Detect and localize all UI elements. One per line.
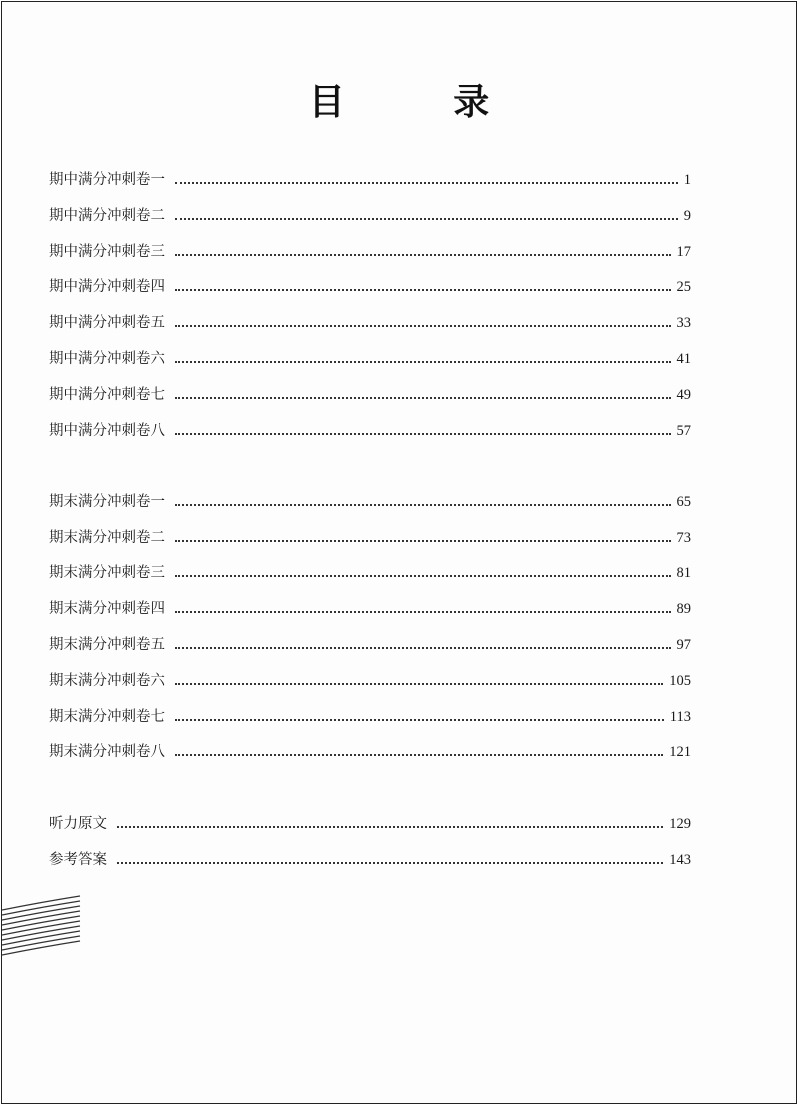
toc-entry-label: 期末满分冲刺卷六 bbox=[49, 673, 165, 689]
toc-entry[interactable] bbox=[49, 738, 691, 762]
toc-leader-dots bbox=[175, 325, 671, 327]
toc-leader-dots bbox=[175, 754, 663, 756]
toc-entry[interactable] bbox=[49, 273, 691, 297]
toc-entry[interactable] bbox=[49, 238, 691, 262]
toc-entry-label: 期中满分冲刺卷一 bbox=[49, 172, 165, 188]
toc-entry-page: 113 bbox=[669, 709, 691, 725]
toc-entry[interactable] bbox=[49, 202, 691, 226]
toc-entry-label: 期末满分冲刺卷一 bbox=[49, 494, 165, 510]
toc-entry-label: 期中满分冲刺卷七 bbox=[49, 387, 165, 403]
toc-leader-dots bbox=[175, 254, 671, 256]
toc-entry-page: 9 bbox=[683, 208, 691, 224]
toc-entry[interactable] bbox=[49, 417, 691, 441]
toc-leader-dots bbox=[175, 504, 671, 506]
toc-entry-page: 33 bbox=[676, 315, 691, 331]
toc-entry[interactable] bbox=[49, 595, 691, 619]
toc-entry-label: 期中满分冲刺卷三 bbox=[49, 244, 165, 260]
toc-entry-label: 期中满分冲刺卷二 bbox=[49, 208, 165, 224]
toc-entry-page: 121 bbox=[669, 744, 691, 760]
toc-leader-dots bbox=[175, 611, 671, 613]
toc-entry-page: 57 bbox=[676, 423, 691, 439]
toc-leader-dots bbox=[175, 683, 663, 685]
page bbox=[1, 1, 797, 1104]
toc-entry-page: 49 bbox=[676, 387, 691, 403]
toc-leader-dots bbox=[175, 540, 671, 542]
toc-entry-label: 期末满分冲刺卷五 bbox=[49, 637, 165, 653]
toc-leader-dots bbox=[175, 433, 671, 435]
toc-entry[interactable] bbox=[49, 846, 691, 870]
toc-entry[interactable] bbox=[49, 381, 691, 405]
toc-entry[interactable] bbox=[49, 703, 691, 727]
decorative-lines bbox=[2, 890, 82, 970]
toc-entry-page: 73 bbox=[676, 530, 691, 546]
toc-entry-label: 听力原文 bbox=[49, 816, 107, 832]
toc-entry-label: 期末满分冲刺卷七 bbox=[49, 709, 165, 725]
toc-entry-label: 期中满分冲刺卷四 bbox=[49, 279, 165, 295]
toc-entry-label: 期中满分冲刺卷八 bbox=[49, 423, 165, 439]
toc-entry[interactable] bbox=[49, 166, 691, 190]
toc-entry-page: 1 bbox=[683, 172, 691, 188]
toc-entry[interactable] bbox=[49, 309, 691, 333]
toc-entry-page: 105 bbox=[669, 673, 691, 689]
toc-entry-label: 期中满分冲刺卷六 bbox=[49, 351, 165, 367]
toc-entry[interactable] bbox=[49, 488, 691, 512]
toc-leader-dots bbox=[117, 862, 663, 864]
toc-leader-dots bbox=[175, 182, 678, 184]
toc-leader-dots bbox=[175, 647, 671, 649]
toc-entry-page: 89 bbox=[676, 601, 691, 617]
toc-entry-label: 期中满分冲刺卷五 bbox=[49, 315, 165, 331]
toc-leader-dots bbox=[117, 826, 663, 828]
toc-entry-page: 41 bbox=[676, 351, 691, 367]
toc-entry-page: 81 bbox=[676, 565, 691, 581]
toc-leader-dots bbox=[175, 361, 671, 363]
toc-entry[interactable] bbox=[49, 345, 691, 369]
toc-leader-dots bbox=[175, 719, 664, 721]
toc-entry-label: 期末满分冲刺卷四 bbox=[49, 601, 165, 617]
toc-entry-page: 65 bbox=[676, 494, 691, 510]
toc-leader-dots bbox=[175, 397, 671, 399]
toc-entry-label: 参考答案 bbox=[49, 852, 107, 868]
toc-entry-page: 143 bbox=[669, 852, 691, 868]
toc-entry-label: 期末满分冲刺卷三 bbox=[49, 565, 165, 581]
toc-entry-page: 17 bbox=[676, 244, 691, 260]
toc-entry[interactable] bbox=[49, 667, 691, 691]
toc-entry-label: 期末满分冲刺卷二 bbox=[49, 530, 165, 546]
toc-leader-dots bbox=[175, 289, 671, 291]
toc-entry-page: 97 bbox=[676, 637, 691, 653]
toc-leader-dots bbox=[175, 575, 671, 577]
page-title: 目 录 bbox=[308, 82, 538, 123]
toc-entry-label: 期末满分冲刺卷八 bbox=[49, 744, 165, 760]
toc-entry[interactable] bbox=[49, 631, 691, 655]
toc-entry-page: 129 bbox=[669, 816, 691, 832]
toc-entry[interactable] bbox=[49, 524, 691, 548]
toc-entry[interactable] bbox=[49, 810, 691, 834]
toc-leader-dots bbox=[175, 218, 678, 220]
toc-entry[interactable] bbox=[49, 559, 691, 583]
toc-entry-page: 25 bbox=[676, 279, 691, 295]
